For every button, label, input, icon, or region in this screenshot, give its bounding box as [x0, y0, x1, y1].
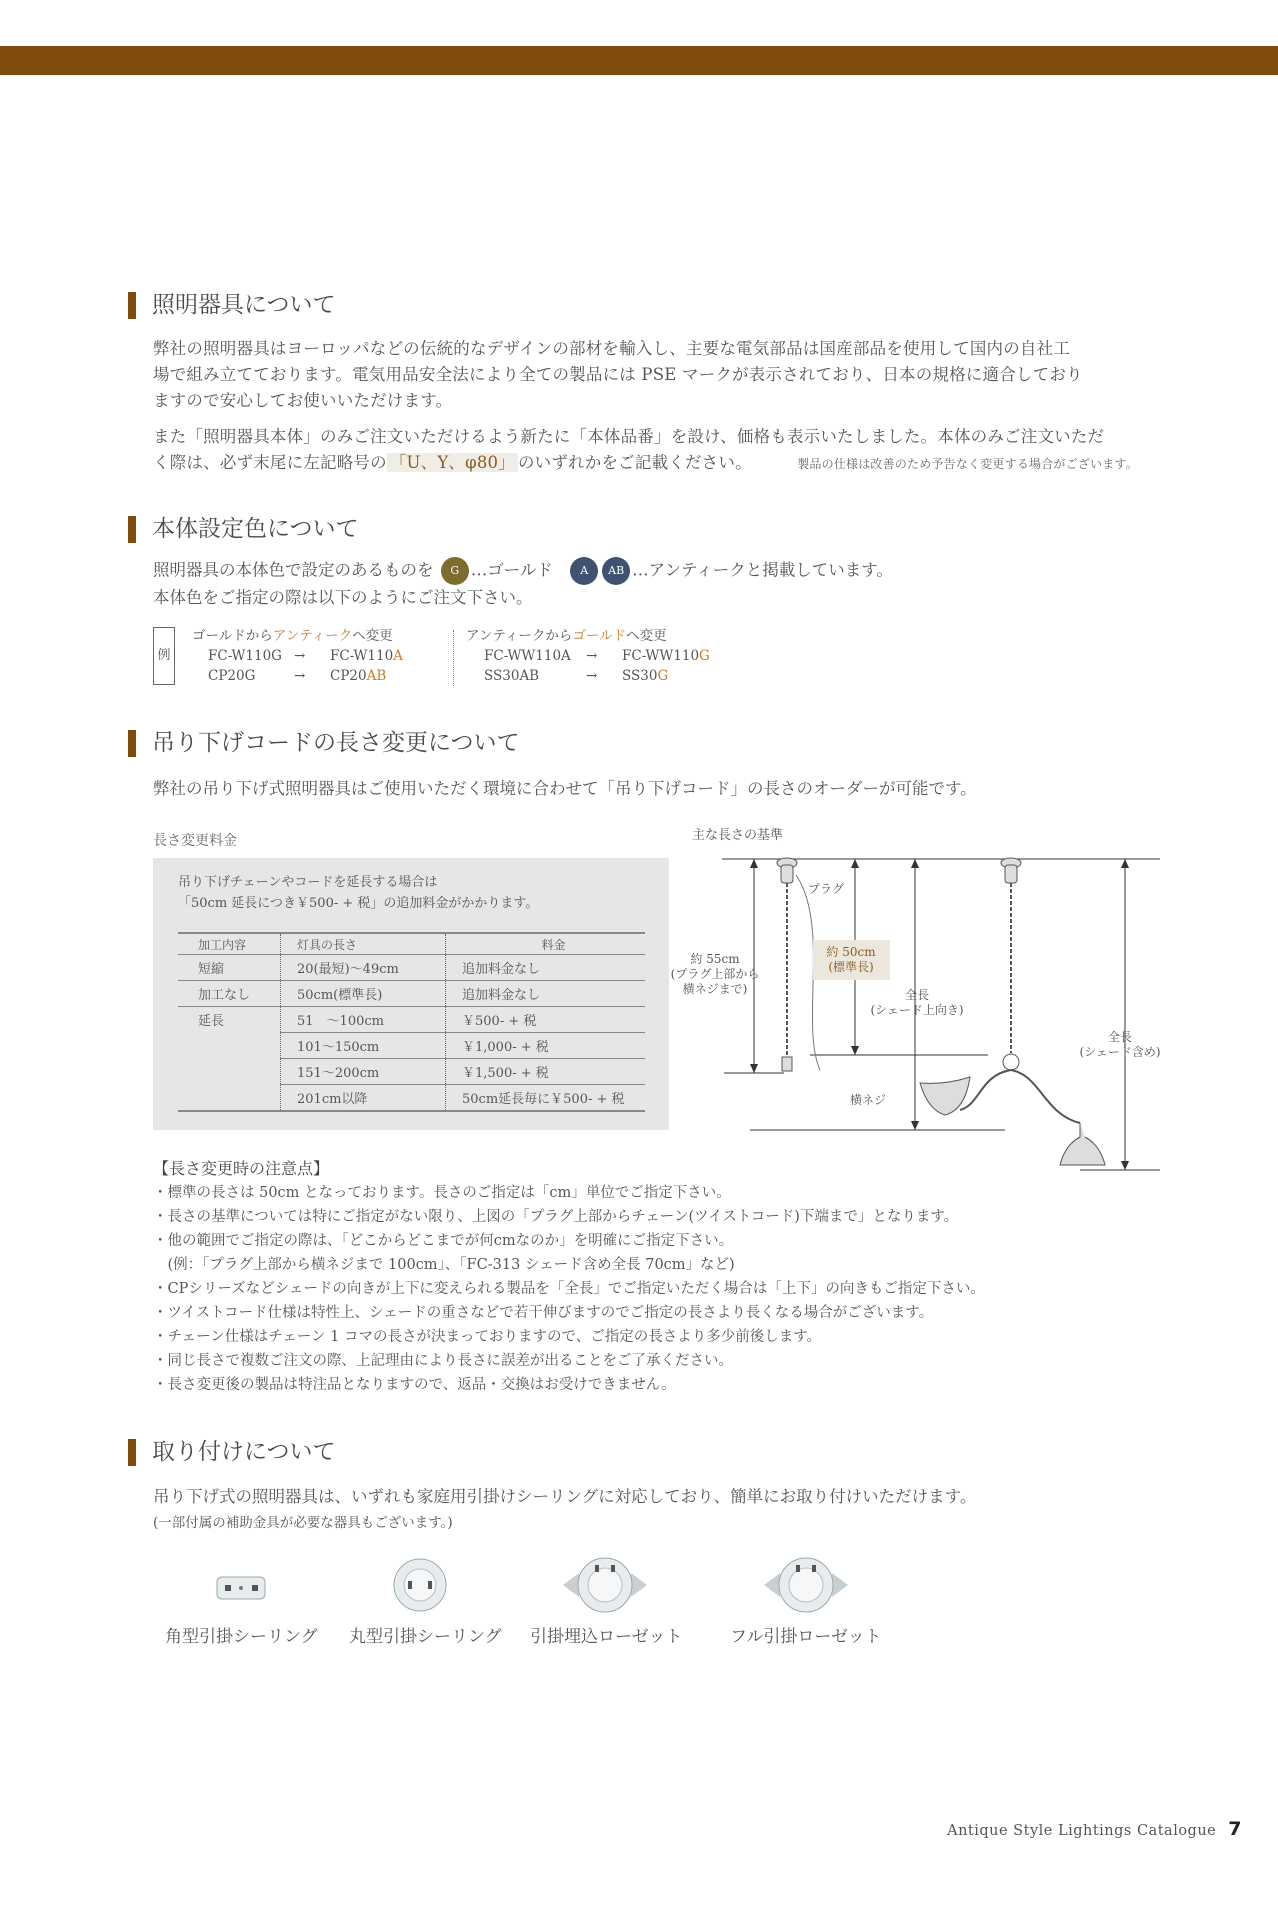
fixture-label-square: 角型引掛シーリング: [165, 1627, 318, 1647]
fixture-label-round: 丸型引掛シーリング: [349, 1627, 502, 1647]
diagram-title: 主な長さの基準: [692, 828, 784, 843]
len55-sub1: (プラグ上部から: [670, 967, 760, 981]
note-item: ・CPシリーズなどシェードの向きが上下に変えられる製品を「全長」でご指定いただく場合は「上下」の向きもご指定下さい。: [153, 1281, 985, 1297]
order-instruction-text: く際は、必ず末尾に左記略号の: [153, 453, 387, 472]
cord-length-intro: 弊社の吊り下げ式照明器具はご使用いただく環境に合わせて「吊り下げコード」の長さのオーダーが可能です。: [153, 779, 977, 798]
total-up-label: 全長: [904, 988, 930, 1002]
len50-label: 約 50cm: [826, 945, 876, 959]
section-title-lighting: 照明器具について: [128, 290, 336, 320]
catalogue-title: Antique Style Lightings Catalogue: [947, 1823, 1217, 1839]
color-line-1: [153, 557, 1173, 585]
fee-panel: [153, 858, 669, 1130]
body-line: [153, 450, 1173, 477]
example-divider: [453, 630, 454, 686]
section-title-body-color: 本体設定色について: [128, 514, 359, 544]
note-item: ・チェーン仕様はチェーン 1 コマの長さが決まっておりますので、ご指定の長さより多少前後します。: [153, 1329, 822, 1345]
fixture-label-recessed: 引掛埋込ローゼット: [530, 1627, 683, 1647]
note-item: ・他の範囲でご指定の際は、「どこからどこまでが何cmなのか」を明確にご指定下さい。: [153, 1233, 734, 1249]
length-change-notes: [153, 1157, 1173, 1397]
len55-label: 約 55cm: [690, 952, 740, 966]
arrow-icon: [851, 1046, 859, 1055]
body-line: 弊社の照明器具はヨーロッパなどの伝統的なデザインの部材を輸入し、主要な電気部品は国産部品を使用して国内の自社工: [153, 339, 1071, 358]
arrow-icon: [750, 859, 758, 868]
table-row: 短縮 20(最短)～49cm 追加料金なし: [178, 955, 645, 981]
installation-line: 吊り下げ式の照明器具は、いずれも家庭用引掛けシーリングに対応しており、簡単にお取り付けいただけます。: [153, 1487, 977, 1506]
table-row: 延長 51 ～100cm ￥500- + 税: [178, 1007, 645, 1033]
body-line: ますので安心してお使いいただけます。: [153, 391, 453, 410]
section-body-color: [153, 557, 1173, 611]
top-brand-bar: [0, 46, 1278, 75]
len55-sub2: 横ネジまで): [682, 982, 748, 996]
arrow-icon: [750, 1064, 758, 1073]
example-head: アンティークからゴールドへ変更: [466, 628, 667, 644]
note-item: ・長さの基準については特にご指定がない限り、上図の「プラグ上部からチェーン(ツイストコード)下端まで」となります。: [153, 1209, 959, 1225]
example-head: ゴールドからアンティークへ変更: [192, 628, 393, 644]
arrow-icon: [911, 1121, 919, 1130]
fee-table: [178, 932, 645, 1112]
arrow-icon: [911, 859, 919, 868]
total-up-sub: (シェード上向き): [870, 1003, 964, 1017]
arrow-icon: [1121, 859, 1129, 868]
notes-title: 【長さ変更時の注意点】: [153, 1159, 330, 1178]
note-item: (例：「プラグ上部から横ネジまで 100cm」、「FC-313 シェード含め全長 70cm」など): [153, 1257, 735, 1273]
example-row: FC-W110G → FC-W110A: [208, 648, 403, 664]
example-label: 例: [153, 627, 175, 685]
example-row: CP20G → CP20AB: [208, 668, 387, 684]
table-row: 加工なし 50cm(標準長) 追加料金なし: [178, 981, 645, 1007]
table-row: 151～200cm ￥1,500- + 税: [178, 1059, 645, 1085]
order-instruction-text-end: のいずれかをご記載ください。: [517, 453, 752, 472]
page-number: 7: [1228, 1818, 1242, 1840]
table-row: 101～150cm ￥1,000- + 税: [178, 1033, 645, 1059]
recessed-rosette-fixture-icon: [555, 1555, 655, 1615]
screw-label: 横ネジ: [850, 1093, 887, 1107]
installation-body: [153, 1484, 1173, 1536]
section-body-lighting: [153, 336, 1173, 477]
length-diagram: [670, 825, 1200, 1180]
full-rosette-fixture-icon: [756, 1555, 856, 1615]
gold-badge-icon: G: [441, 557, 469, 585]
total-sub: (シェード含め): [1079, 1045, 1161, 1059]
round-ceiling-fixture-icon: [370, 1555, 470, 1615]
body-line: また「照明器具本体」のみご注文いただけるよう新たに「本体品番」を設け、価格も表示いたしました。本体のみご注文いただ: [153, 427, 1105, 446]
suffix-highlight: 「U、Y、φ80」: [387, 453, 518, 472]
installation-subnote: (一部付属の補助金具が必要な器具もございます。): [153, 1515, 453, 1531]
section-title-installation: 取り付けについて: [128, 1437, 336, 1467]
arrow-icon: [851, 859, 859, 868]
section-title-cord-length: 吊り下げコードの長さ変更について: [128, 728, 520, 758]
table-row: 201cm以降 50cm延長毎に￥500- + 税: [178, 1085, 645, 1112]
fee-description: 吊り下げチェーンやコードを延長する場合は 「50cm 延長につき￥500- + 税」の追加料金がかかります。: [178, 875, 539, 911]
body-line: 場で組み立てております。電気用品安全法により全ての製品には PSE マークが表示されており、日本の規格に適合しており: [153, 365, 1083, 384]
example-row: SS30AB → SS30G: [484, 668, 669, 684]
antique-label: …アンティークと掲載しています。: [632, 560, 893, 580]
total-label: 全長: [1107, 1030, 1133, 1044]
fixture-label-full: フル引掛ローゼット: [730, 1627, 882, 1647]
fee-label: 長さ変更料金: [153, 833, 237, 849]
gold-label: …ゴールド: [470, 560, 553, 580]
square-ceiling-fixture-icon: [192, 1555, 292, 1615]
antique-a-badge-icon: A: [570, 557, 598, 585]
example-gold-to-antique: [192, 626, 403, 686]
note-item: ・同じ長さで複数ご注文の際、上記理由により長さに誤差が出ることをご了承ください。: [153, 1353, 733, 1369]
antique-ab-badge-icon: AB: [602, 557, 630, 585]
note-item: ・ツイストコード仕様は特性上、シェードの重さなどで若干伸びますのでご指定の長さより長くなる場合がございます。: [153, 1305, 934, 1321]
example-antique-to-gold: [466, 626, 710, 686]
color-line-2: 本体色をご指定の際は以下のようにご注文下さい。: [153, 588, 533, 607]
note-item: ・長さ変更後の製品は特注品となりますので、返品・交換はお受けできません。: [153, 1377, 676, 1393]
color-intro-text: 照明器具の本体色で設定のあるものを: [153, 560, 434, 580]
plug-label: プラグ: [808, 882, 845, 896]
table-header-row: 加工内容 灯具の長さ 料金: [178, 933, 645, 955]
len50-sub: (標準長): [828, 960, 874, 974]
note-item: ・標準の長さは 50cm となっております。長さのご指定は「cm」単位でご指定下さい。: [153, 1185, 731, 1201]
page-footer: [947, 1818, 1242, 1840]
spec-change-note: 製品の仕様は改善のため予告なく変更する場合がございます。: [797, 457, 1138, 471]
example-row: FC-WW110A → FC-WW110G: [484, 648, 710, 664]
